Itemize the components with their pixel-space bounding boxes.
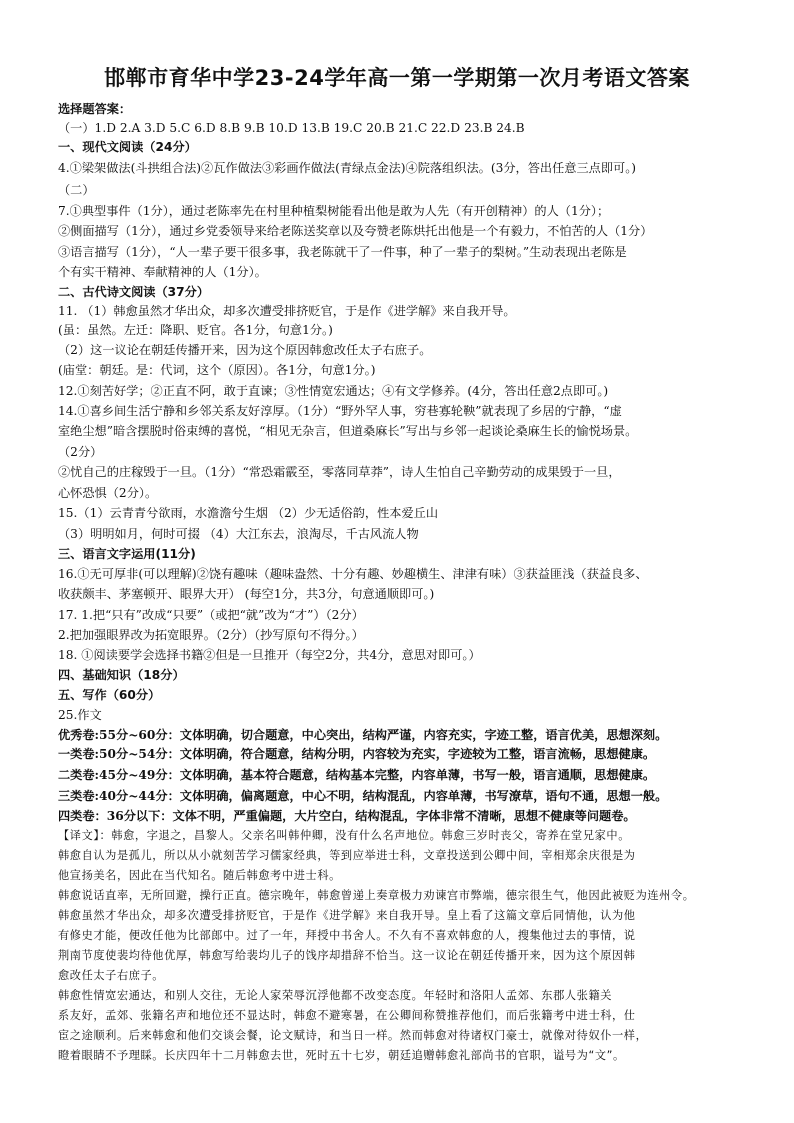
translation-line-45: 系友好，孟郊、张籍名声和地位还不显达时，韩愈不避寒暑，在公卿间称赞推荐他们，而后张籍考中进士科，仕 (58, 1009, 636, 1022)
translation-line-40: 韩愈虽然才华出众，却多次遭受排挤贬官，于是作《进学解》来自我开导。皇上看了这篇文章后同情他，认为他 (58, 909, 636, 922)
answer-line-8: 个有实干精神、奉献精神的人（1分）。 (58, 265, 267, 279)
answer-line-14: 12.①刻苦好学；②正直不阿，敢于直谏；③性情宽宏通达；④有文学修养。(4分，答出任意2点即可。) (58, 384, 609, 398)
answer-line-10: 11. （1）韩愈虽然才华出众，却多次遭受排挤贬官，于是作《进学解》来自我开导。 (58, 304, 516, 318)
answer-line-21: （3）明明如月，何时可掇 （4）大江东去，浪淘尽，千古风流人物 (58, 527, 419, 541)
translation-line-47: 瞪着眼睛不予理睬。长庆四年十二月韩愈去世，死时五十七岁，朝廷追赠韩愈礼部尚书的官职，谥号为“文”。 (58, 1049, 625, 1062)
answer-line-6: ②侧面描写（1分），通过乡党委领导来给老陈送奖章以及夸赞老陈烘托出他是一个有毅力，不怕苦的人（1分） (58, 224, 653, 238)
answer-line-22: 三、语言文字运用(11分) (58, 547, 196, 561)
translation-line-39: 韩愈说话直率，无所回避，操行正直。德宗晚年，韩愈曾递上奏章极力劝谏宫市弊端，德宗很生气，他因此被贬为连州令。 (58, 889, 695, 902)
answer-line-33: 二类卷:45分~49分：文体明确，基本符合题意，结构基本完整，内容单薄，书写一般，语言通顺，思想健康。 (58, 768, 656, 782)
answer-line-11: (虽：虽然。左迁：降职、贬官。各1分，句意1分。) (58, 323, 333, 337)
answer-line-12: （2）这一议论在朝廷传播开来，因为这个原因韩愈改任太子右庶子。 (58, 343, 432, 357)
translation-line-37: 韩愈自认为是孤儿，所以从小就刻苦学习儒家经典，等到应举进士科，文章投送到公卿中间，宰相郑余庆很是为 (58, 849, 636, 862)
translation-line-36: 【译文】：韩愈，字退之，昌黎人。父亲名叫韩仲卿，没有什么名声地位。韩愈三岁时丧父，寄养在堂兄家中。 (58, 829, 630, 842)
answer-line-27: 18. ①阅读要学会选择书籍②但是一旦推开（每空2分，共4分，意思对即可。） (58, 648, 481, 662)
answer-line-30: 25.作文 (58, 708, 102, 722)
answer-line-5: 7.①典型事件（1分），通过老陈率先在村里种植梨树能看出他是敢为人先（有开创精神）的人（1分）； (58, 204, 610, 218)
answer-line-31: 优秀卷:55分~60分：文体明确，切合题意，中心突出，结构严谨，内容充实，字迹工整，语言优美，思想深刻。 (58, 728, 668, 742)
translation-line-43: 愈改任太子右庶子。 (58, 969, 165, 982)
answer-line-23: 16.①无可厚非(可以理解)②饶有趣味（趣味盎然、十分有趣、妙趣横生、津津有味）③获益匪浅（获益良多、 (58, 567, 648, 581)
answer-line-34: 三类卷:40分~44分：文体明确，偏离题意，中心不明，结构混乱，内容单薄，书写潦草，语句不通，思想一般。 (58, 789, 668, 803)
answer-line-20: 15.（1）云青青兮欲雨，水澹澹兮生烟 （2）少无适俗韵，性本爱丘山 (58, 506, 439, 520)
answer-line-18: ②忧自己的庄稼毁于一旦。（1分）“常恐霜霰至，零落同草莽”，诗人生怕自己辛勤劳动的成果毁于一旦， (58, 465, 621, 479)
answer-line-28: 四、基础知识（18分） (58, 668, 185, 682)
answer-line-2: 一、现代文阅读（24分） (58, 140, 197, 154)
answer-line-19: 心怀恐惧（2分）。 (58, 486, 158, 500)
answer-line-32: 一类卷:50分~54分：文体明确，符合题意，结构分明，内容较为充实，字迹较为工整，语言流畅，思想健康。 (58, 747, 656, 761)
answer-line-9: 二、古代诗文阅读（37分） (58, 285, 210, 299)
answer-line-24: 收获颇丰、茅塞顿开、眼界大开） (每空1分，共3分，句意通顺即可。) (58, 587, 435, 601)
answer-line-26: 2.把加强眼界改为拓宽眼界。（2分）（抄写原句不得分。） (58, 628, 364, 642)
answer-line-1: （一）1.D 2.A 3.D 5.C 6.D 8.B 9.B 10.D 13.B 19.C 20.B 21.C 22.D 23.B 24.B (58, 121, 525, 135)
answer-line-7: ③语言描写（1分），“人一辈子要干很多事，我老陈就干了一件事，种了一辈子的梨树。”生动表现出老陈是 (58, 245, 627, 259)
translation-line-38: 他宣扬美名，因此在当代知名。随后韩愈考中进士科。 (58, 869, 341, 882)
answer-line-13: (庙堂：朝廷。是：代词，这个（原因）。各1分，句意1分。) (58, 363, 376, 377)
translation-line-41: 有修史才能，便改任他为比部郎中。过了一年，拜授中书舍人。不久有不喜欢韩愈的人，搜集他过去的事情，说 (58, 929, 636, 942)
translation-line-42: 荆南节度使裴均待他优厚，韩愈写给裴均儿子的饯序却措辞不恰当。这一议论在朝廷传播开来，因为这个原因韩 (58, 949, 636, 962)
answer-line-29: 五、写作（60分） (58, 688, 161, 702)
page-title: 邯郸市育华中学23-24学年高一第一学期第一次月考语文答案 (104, 66, 690, 90)
answer-line-25: 17. 1.把“只有”改成“只要”（或把“就”改为“才”）（2分） (58, 608, 364, 622)
answer-line-16: 室绝尘想”暗含摆脱时俗束缚的喜悦，“相见无杂言，但道桑麻长”写出与乡邻一起谈论桑麻生长的愉悦场景。 (58, 424, 638, 438)
answer-line-35: 四类卷：36分以下：文体不明，严重偏题，大片空白，结构混乱，字体非常不清晰，思想不健康等问题卷。 (58, 809, 636, 823)
answer-line-17: （2分） (58, 445, 103, 459)
translation-line-46: 宦之途顺利。后来韩愈和他们交谈会餐，论文赋诗，和当日一样。然而韩愈对待诸权门豪士，就像对待奴仆一样， (58, 1029, 648, 1042)
answer-line-15: 14.①喜乡间生活宁静和乡邻关系友好淳厚。（1分）“野外罕人事，穷巷寡轮鞅”就表现了乡居的宁静，“虚 (58, 404, 622, 418)
answer-line-3: 4.①梁架做法(斗拱组合法)②瓦作做法③彩画作做法(青绿点金法)④院落组织法。(3分，答出任意三点即可。) (58, 161, 637, 175)
answer-line-0: 选择题答案： (58, 102, 132, 116)
translation-line-44: 韩愈性情宽宏通达，和别人交往，无论人家荣辱沉浮他都不改变态度。年轻时和洛阳人孟郊、东郡人张籍关 (58, 989, 613, 1002)
answer-line-4: （二） (58, 183, 95, 197)
